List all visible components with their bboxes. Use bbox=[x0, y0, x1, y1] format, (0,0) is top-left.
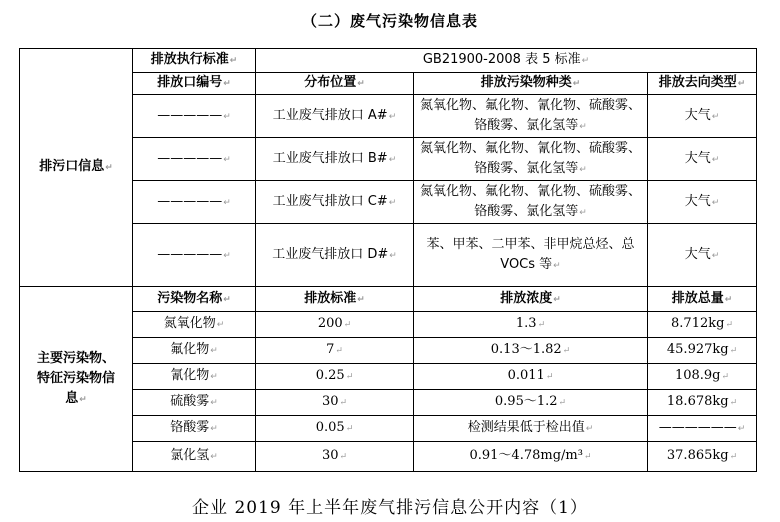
outlet-location: 工业废气排放口 B#↵ bbox=[256, 138, 414, 181]
outlet-pollutants: 氮氧化物、氟化物、氰化物、硫酸雾、铬酸雾、氯化氢等↵ bbox=[414, 138, 648, 181]
pollutant-header-concentration: 排放浓度↵ bbox=[414, 287, 648, 312]
outlet-location: 工业废气排放口 D#↵ bbox=[256, 224, 414, 287]
figure-caption: 企业 2019 年上半年废气排污信息公开内容（1） bbox=[192, 498, 588, 518]
pollutant-name: 氟化物↵ bbox=[133, 338, 256, 364]
standard-value: GB21900-2008 表 5 标准↵ bbox=[256, 49, 757, 73]
pollutant-name: 氰化物↵ bbox=[133, 364, 256, 390]
pollutant-name: 氮氧化物↵ bbox=[133, 312, 256, 338]
pollutant-concentration: 检测结果低于检出值↵ bbox=[414, 416, 648, 442]
standard-label: 排放执行标准↵ bbox=[133, 49, 256, 73]
outlet-header-destination: 排放去向类型↵ bbox=[648, 73, 757, 95]
pollutant-concentration: 0.13～1.82↵ bbox=[414, 338, 648, 364]
pollutant-standard: 30↵ bbox=[256, 442, 414, 472]
pollutant-concentration: 0.95～1.2↵ bbox=[414, 390, 648, 416]
pollutant-standard: 200↵ bbox=[256, 312, 414, 338]
pollutant-name: 硫酸雾↵ bbox=[133, 390, 256, 416]
outlet-location: 工业废气排放口 A#↵ bbox=[256, 95, 414, 138]
pollutant-concentration: 0.91～4.78mg/m³↵ bbox=[414, 442, 648, 472]
pollutant-name: 铬酸雾↵ bbox=[133, 416, 256, 442]
pollutant-standard: 30↵ bbox=[256, 390, 414, 416]
outlet-header-location: 分布位置↵ bbox=[256, 73, 414, 95]
pollutant-section-label: 主要污染物、特征污染物信息↵ bbox=[20, 287, 133, 472]
emission-info-table bbox=[19, 48, 757, 472]
pollutant-header-total: 排放总量↵ bbox=[648, 287, 757, 312]
outlet-destination: 大气↵ bbox=[648, 95, 757, 138]
pollutant-total: 45.927kg↵ bbox=[648, 338, 757, 364]
pollutant-header-name: 污染物名称↵ bbox=[133, 287, 256, 312]
outlet-id: —————↵ bbox=[133, 138, 256, 181]
outlet-id: —————↵ bbox=[133, 224, 256, 287]
outlet-destination: 大气↵ bbox=[648, 181, 757, 224]
pollutant-total: 8.712kg↵ bbox=[648, 312, 757, 338]
pollutant-standard: 0.05↵ bbox=[256, 416, 414, 442]
outlet-pollutants: 氮氧化物、氟化物、氰化物、硫酸雾、铬酸雾、氯化氢等↵ bbox=[414, 95, 648, 138]
outlet-destination: 大气↵ bbox=[648, 138, 757, 181]
outlet-id: —————↵ bbox=[133, 95, 256, 138]
pollutant-total: 108.9g↵ bbox=[648, 364, 757, 390]
outlet-header-id: 排放口编号↵ bbox=[133, 73, 256, 95]
pollutant-concentration: 1.3↵ bbox=[414, 312, 648, 338]
pollutant-name: 氯化氢↵ bbox=[133, 442, 256, 472]
pollutant-total: 18.678kg↵ bbox=[648, 390, 757, 416]
outlet-pollutants: 苯、甲苯、二甲苯、非甲烷总烃、总 VOCs 等↵ bbox=[414, 224, 648, 287]
pollutant-standard: 0.25↵ bbox=[256, 364, 414, 390]
outlet-destination: 大气↵ bbox=[648, 224, 757, 287]
pollutant-total: 37.865kg↵ bbox=[648, 442, 757, 472]
outlet-header-pollutants: 排放污染物种类↵ bbox=[414, 73, 648, 95]
pollutant-total: ——————↵ bbox=[648, 416, 757, 442]
pollutant-concentration: 0.011↵ bbox=[414, 364, 648, 390]
outlet-location: 工业废气排放口 C#↵ bbox=[256, 181, 414, 224]
pollutant-standard: 7↵ bbox=[256, 338, 414, 364]
pollutant-header-standard: 排放标准↵ bbox=[256, 287, 414, 312]
outlet-section-label: 排污口信息↵ bbox=[20, 49, 133, 287]
outlet-id: —————↵ bbox=[133, 181, 256, 224]
table-title: （二）废气污染物信息表 bbox=[301, 12, 478, 30]
outlet-pollutants: 氮氧化物、氟化物、氰化物、硫酸雾、铬酸雾、氯化氢等↵ bbox=[414, 181, 648, 224]
